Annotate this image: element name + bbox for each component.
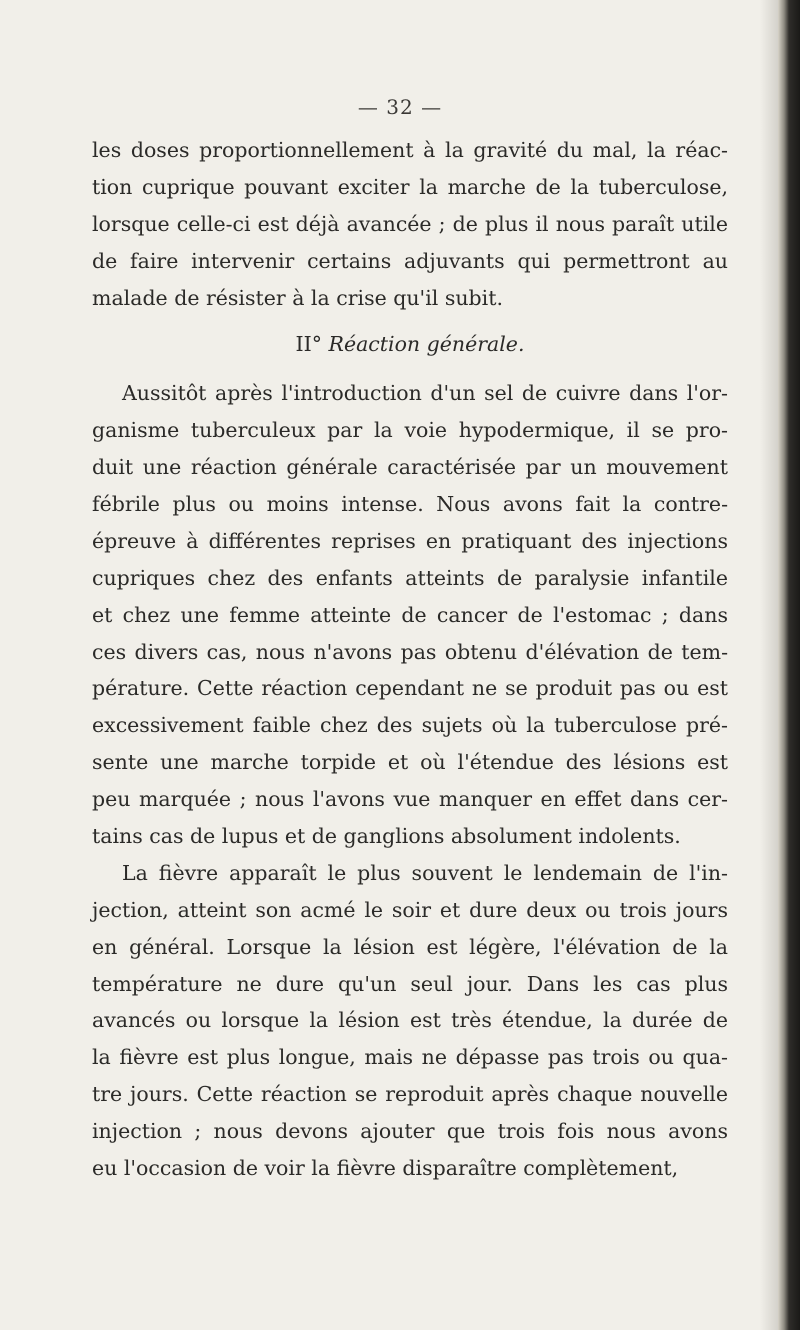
text-line: Aussitôt après l'introduction d'un sel de cuivre dans l'or-	[122, 381, 728, 406]
text-line: peu marquée ; nous l'avons vue manquer en effet dans cer-	[92, 787, 728, 812]
section-heading	[92, 326, 728, 363]
text-line: épreuve à différentes reprises en pratiquant des injections	[92, 528, 728, 553]
section-numeral: II°	[295, 332, 322, 357]
text-line: excessivement faible chez des sujets où la tuberculose pré-	[92, 713, 728, 738]
text-line: les doses proportionnellement à la gravité du mal, la réac-	[92, 138, 728, 162]
page-number: — 32 —	[357, 95, 443, 119]
text-line: ganisme tuberculeux par la voie hypodermique, il se pro-	[92, 418, 728, 443]
text-line: jection, atteint son acmé le soir et dure deux ou trois jours	[92, 897, 728, 922]
text-line: température ne dure qu'un seul jour. Dans les cas plus	[92, 971, 728, 996]
text-line: La fièvre apparaît le plus souvent le lendemain de l'in-	[122, 860, 728, 885]
text-line: en général. Lorsque la lésion est légère, l'élévation de la	[92, 934, 728, 959]
text-line: tains cas de lupus et de ganglions absolument indolents.	[92, 824, 681, 849]
text-line: lorsque celle-ci est déjà avancée ; de plus il nous paraît utile	[92, 211, 728, 236]
text-line: tion cuprique pouvant exciter la marche de la tuberculose,	[92, 174, 728, 199]
body-text	[92, 132, 728, 1187]
section-title: Réaction générale.	[328, 332, 525, 357]
page-binding-edge	[778, 0, 800, 1330]
text-line: injection ; nous devons ajouter que trois fois nous avons	[92, 1119, 728, 1144]
paragraph-1	[92, 132, 728, 316]
text-line: duit une réaction générale caractérisée par un mouvement	[92, 455, 728, 480]
text-line: cupriques chez des enfants atteints de paralysie infantile	[92, 565, 728, 590]
text-line: fébrile plus ou moins intense. Nous avons fait la contre-	[92, 492, 728, 517]
paragraph-2	[92, 375, 728, 855]
text-line: eu l'occasion de voir la fièvre disparaître complètement,	[92, 1156, 679, 1181]
text-line: ces divers cas, nous n'avons pas obtenu d'élévation de tem-	[92, 639, 728, 664]
text-line: malade de résister à la crise qu'il subit.	[92, 285, 503, 310]
text-line: et chez une femme atteinte de cancer de l'estomac ; dans	[92, 602, 728, 627]
page-gutter-shadow	[760, 0, 778, 1330]
text-line: sente une marche torpide et où l'étendue des lésions est	[92, 750, 728, 775]
text-line: pérature. Cette réaction cependant ne se produit pas ou est	[92, 676, 728, 701]
text-line: de faire intervenir certains adjuvants qui permettront au	[92, 248, 728, 273]
paragraph-3	[92, 855, 728, 1187]
text-line: la fièvre est plus longue, mais ne dépasse pas trois ou qua-	[92, 1045, 728, 1070]
text-line: avancés ou lorsque la lésion est très étendue, la durée de	[92, 1008, 728, 1033]
text-line: tre jours. Cette réaction se reproduit après chaque nouvelle	[92, 1082, 728, 1107]
